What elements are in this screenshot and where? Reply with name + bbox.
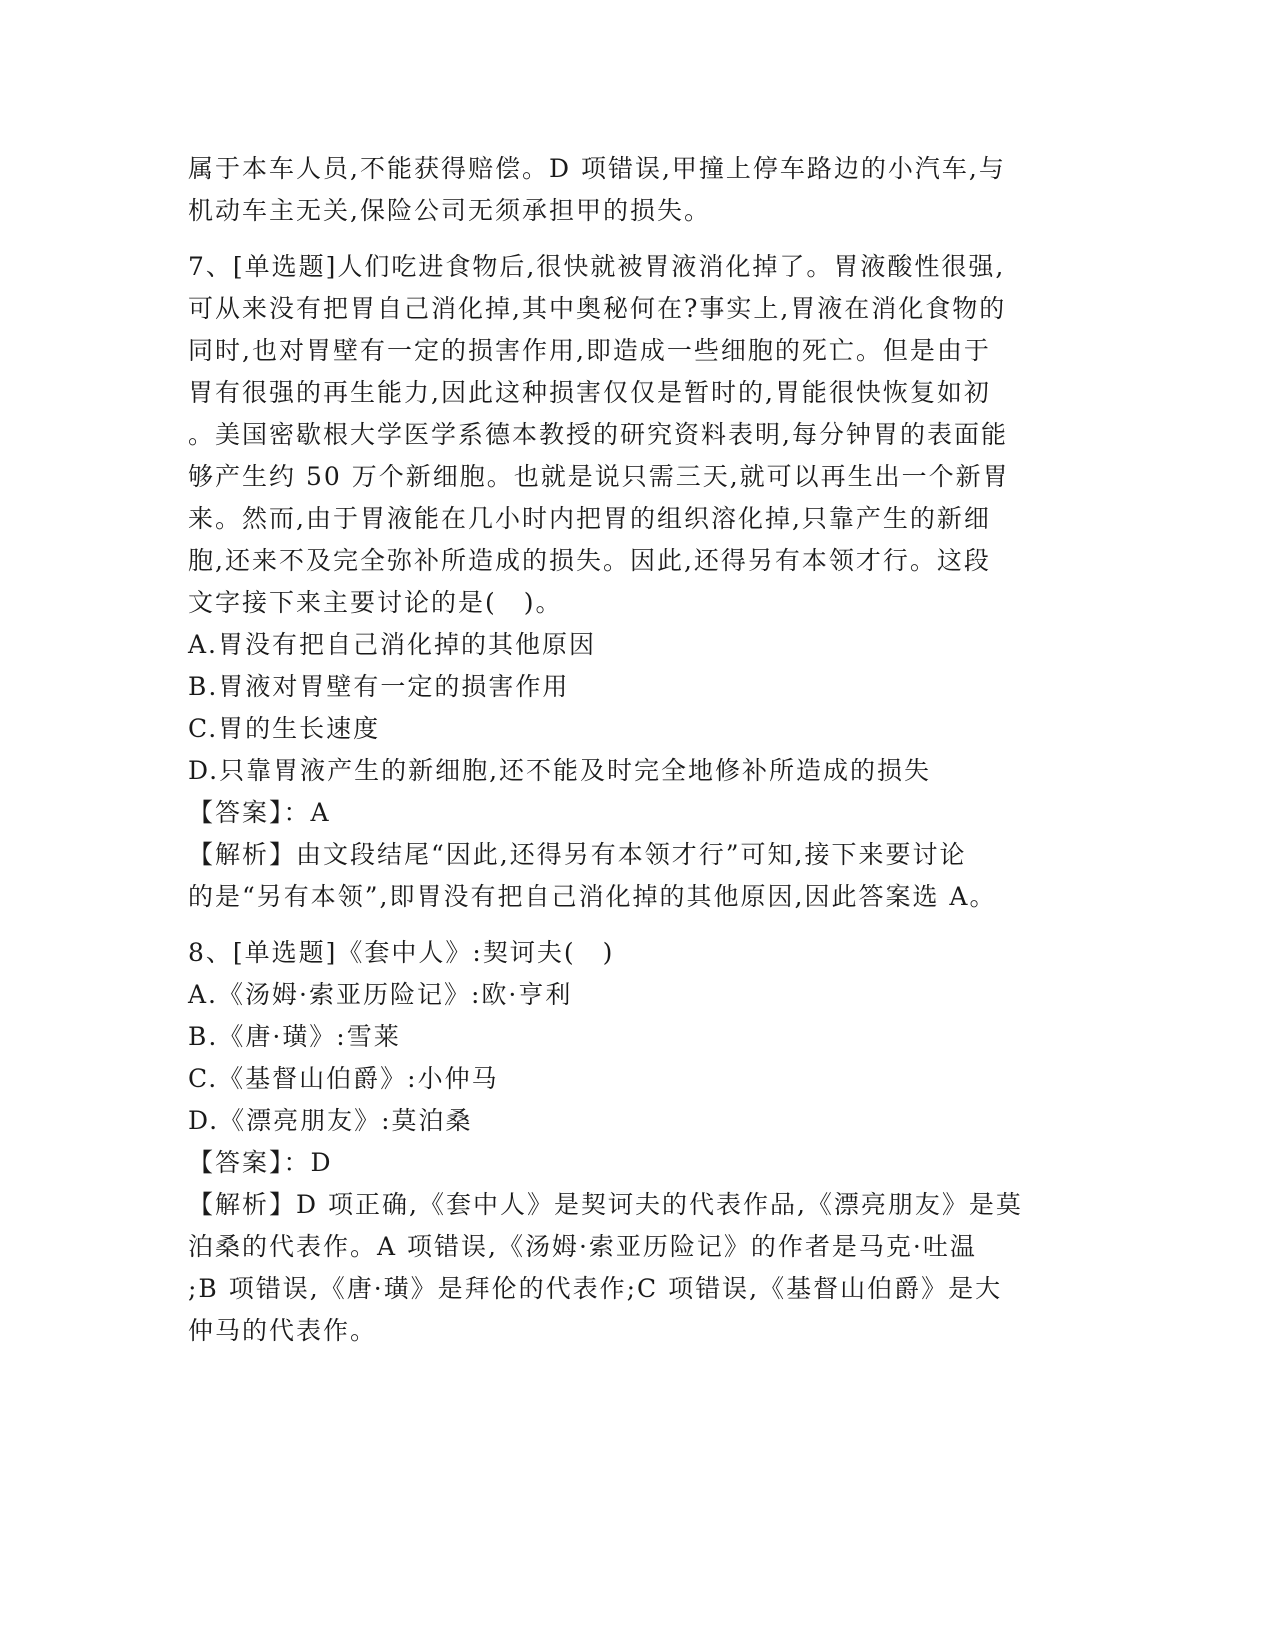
text-line: 7、[单选题]人们吃进食物后,很快就被胃液消化掉了。胃液酸性很强,	[188, 252, 1006, 281]
question-8-stem	[188, 932, 1088, 974]
continuation-paragraph	[188, 148, 1088, 232]
option-b: B.《唐·璜》:雪莱	[188, 1022, 401, 1051]
option-c: C.胃的生长速度	[188, 714, 381, 743]
text-line: 可从来没有把胃自己消化掉,其中奥秘何在?事实上,胃液在消化食物的	[188, 294, 1007, 323]
option-b: B.胃液对胃壁有一定的损害作用	[188, 672, 570, 701]
option-a: A.《汤姆·索亚历险记》:欧·亨利	[188, 980, 573, 1009]
option-d: D.只靠胃液产生的新细胞,还不能及时完全地修补所造成的损失	[188, 756, 932, 785]
option-d: D.《漂亮朋友》:莫泊桑	[188, 1106, 473, 1135]
question-7	[188, 246, 1088, 918]
text-line: 够产生约 50 万个新细胞。也就是说只需三天,就可以再生出一个新胃	[188, 462, 1010, 491]
text-line: 文字接下来主要讨论的是( )。	[188, 588, 563, 617]
text-line: 仲马的代表作。	[188, 1316, 378, 1345]
text-line: 8、[单选题]《套中人》:契诃夫( )	[188, 938, 615, 967]
question-8-options	[188, 974, 1088, 1142]
question-7-answer: 【答案】：A	[188, 798, 331, 827]
question-8	[188, 932, 1088, 1352]
text-line: 【解析】D 项正确,《套中人》是契诃夫的代表作品,《漂亮朋友》是莫	[188, 1190, 1023, 1219]
text-line: 胃有很强的再生能力,因此这种损害仅仅是暂时的,胃能很快恢复如初	[188, 378, 991, 407]
document-content	[188, 148, 1088, 1366]
text-line: 同时,也对胃壁有一定的损害作用,即造成一些细胞的死亡。但是由于	[188, 336, 991, 365]
question-8-analysis	[188, 1184, 1088, 1352]
text-line: 。美国密歇根大学医学系德本教授的研究资料表明,每分钟胃的表面能	[188, 420, 1008, 449]
question-7-analysis	[188, 834, 1088, 918]
text-line: ;B 项错误,《唐·璜》是拜伦的代表作;C 项错误,《基督山伯爵》是大	[188, 1274, 1003, 1303]
text-line: 胞,还来不及完全弥补所造成的损失。因此,还得另有本领才行。这段	[188, 546, 991, 575]
text-line: 【解析】由文段结尾“因此,还得另有本领才行”可知,接下来要讨论	[188, 840, 967, 869]
question-7-stem	[188, 246, 1088, 624]
question-8-answer: 【答案】：D	[188, 1148, 333, 1177]
text-line: 的是“另有本领”,即胃没有把自己消化掉的其他原因,因此答案选 A。	[188, 882, 997, 911]
question-7-options	[188, 624, 1088, 792]
text-line: 来。然而,由于胃液能在几小时内把胃的组织溶化掉,只靠产生的新细	[188, 504, 991, 533]
option-a: A.胃没有把自己消化掉的其他原因	[188, 630, 597, 659]
text-line: 机动车主无关,保险公司无须承担甲的损失。	[188, 196, 711, 225]
text-line: 属于本车人员,不能获得赔偿。D 项错误,甲撞上停车路边的小汽车,与	[188, 154, 1006, 183]
option-c: C.《基督山伯爵》:小仲马	[188, 1064, 499, 1093]
text-line: 泊桑的代表作。A 项错误,《汤姆·索亚历险记》的作者是马克·吐温	[188, 1232, 977, 1261]
